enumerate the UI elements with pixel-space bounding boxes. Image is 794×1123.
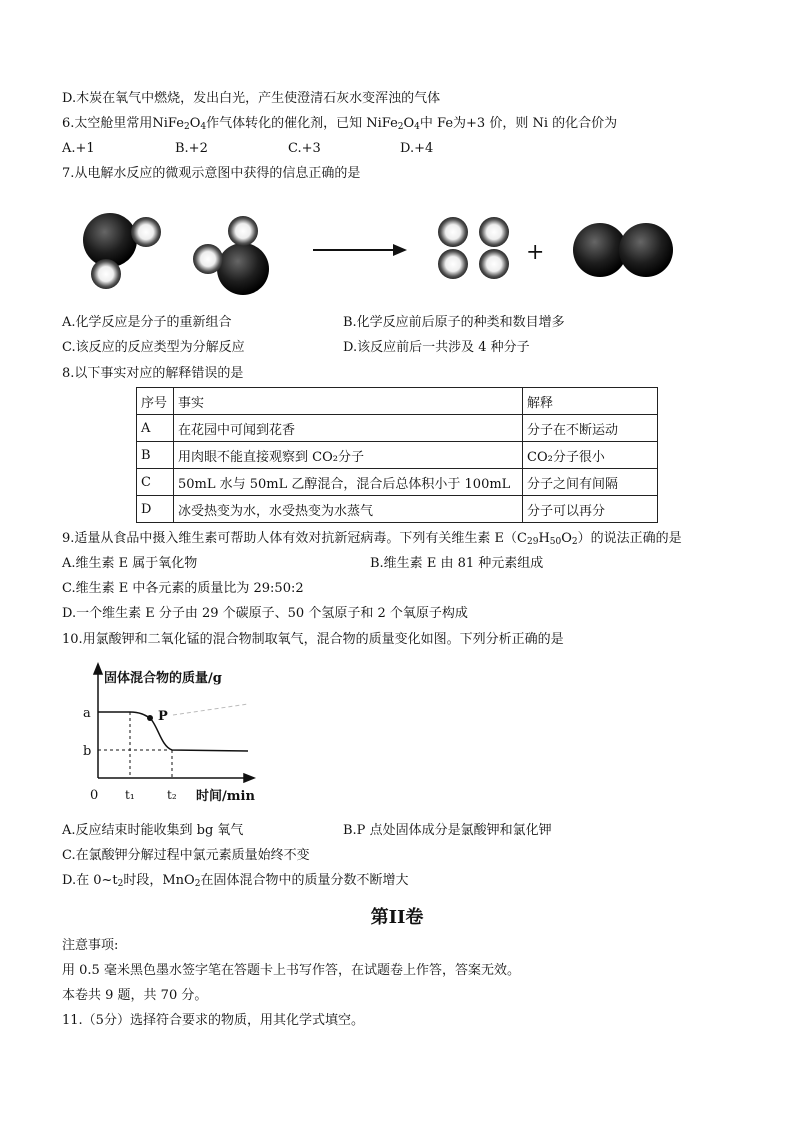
mass-time-chart bbox=[78, 660, 278, 810]
hydrogen-atom bbox=[479, 217, 509, 247]
notice-title: 注意事项: bbox=[62, 938, 119, 953]
oxygen-atom bbox=[573, 223, 627, 277]
q9-option-a: A.维生素 E 属于氧化物 bbox=[62, 556, 198, 571]
q6-option-c: C.+3 bbox=[288, 141, 321, 156]
notice-line-2: 本卷共 9 题，共 70 分。 bbox=[62, 988, 208, 1003]
electrolysis-diagram bbox=[60, 195, 720, 305]
table-cell: C bbox=[137, 469, 174, 496]
table-cell: 分子可以再分 bbox=[523, 496, 658, 523]
table-cell: B bbox=[137, 442, 174, 469]
x-tick-t1: t₁ bbox=[125, 788, 135, 802]
q10-option-d: D.在 $0\sim t_2$时段，MnO$_2$在固体混合物中的质量分数不断增大 bbox=[62, 873, 409, 889]
q6-option-a: A.+1 bbox=[62, 141, 95, 156]
table-row bbox=[137, 415, 658, 442]
table-cell: A bbox=[137, 415, 174, 442]
q10-option-c: C.在氯酸钾分解过程中氯元素质量始终不变 bbox=[62, 848, 310, 863]
table-row bbox=[137, 496, 658, 523]
table-cell: 在花园中可闻到花香 bbox=[174, 415, 523, 442]
q6-stem: 6.太空舱里常用$NiFe_2O_4$作气体转化的催化剂，已知 $NiFe_2O_4$中 Fe为+3 价，则 Ni 的化合价为 bbox=[62, 116, 618, 132]
y-tick-b: b bbox=[83, 744, 92, 759]
q9-option-d: D.一个维生素 E 分子由 29 个碳原子、50 个氢原子和 2 个氧原子构成 bbox=[62, 606, 468, 621]
y-tick-a: a bbox=[83, 706, 91, 721]
q9-option-c: C.维生素 E 中各元素的质量比为 29:50:2 bbox=[62, 581, 304, 596]
header-cell: 序号 bbox=[137, 388, 174, 415]
hydrogen-molecule-2 bbox=[479, 217, 509, 279]
water-molecule-2 bbox=[193, 216, 269, 295]
oxygen-atom bbox=[619, 223, 673, 277]
q10-option-a: A.反应结束时能收集到 bg 氧气 bbox=[62, 823, 244, 838]
q7-option-a: A.化学反应是分子的重新组合 bbox=[62, 315, 232, 330]
header-cell: 事实 bbox=[174, 388, 523, 415]
oxygen-molecule bbox=[573, 223, 673, 277]
hydrogen-atom bbox=[438, 249, 468, 279]
point-p bbox=[147, 715, 153, 721]
notice-line-1: 用 0.5 毫米黑色墨水签字笔在答题卡上书写作答，在试题卷上作答，答案无效。 bbox=[62, 963, 520, 978]
q11-stem: 11.（5分）选择符合要求的物质，用其化学式填空。 bbox=[62, 1013, 364, 1028]
hydrogen-atom bbox=[228, 216, 258, 246]
table-cell: 分子之间有间隔 bbox=[523, 469, 658, 496]
section-title: 第II卷 bbox=[370, 907, 424, 928]
hydrogen-atom bbox=[91, 259, 121, 289]
x-axis-label: 时间/min bbox=[196, 789, 255, 804]
point-p-label: P bbox=[158, 709, 168, 724]
q7-option-c: C.该反应的反应类型为分解反应 bbox=[62, 340, 245, 355]
y-axis-label: 固体混合物的质量/g bbox=[104, 671, 222, 686]
origin-label: 0 bbox=[90, 788, 99, 803]
table-cell: CO₂分子很小 bbox=[523, 442, 658, 469]
plus-sign: + bbox=[526, 240, 545, 265]
table-row bbox=[137, 469, 658, 496]
table-cell: 50mL 水与 50mL 乙醇混合，混合后总体积小于 100mL bbox=[174, 469, 523, 496]
q7-option-d: D.该反应前后一共涉及 4 种分子 bbox=[343, 340, 530, 355]
hydrogen-atom bbox=[131, 217, 161, 247]
table-cell: 分子在不断运动 bbox=[523, 415, 658, 442]
oxygen-atom bbox=[217, 243, 269, 295]
hydrogen-atom bbox=[479, 249, 509, 279]
hydrogen-molecule-1 bbox=[438, 217, 468, 279]
q7-stem: 7.从电解水反应的微观示意图中获得的信息正确的是 bbox=[62, 166, 361, 181]
q5-option-d: D.木炭在氧气中燃烧，发出白光，产生使澄清石灰水变浑浊的气体 bbox=[62, 91, 441, 106]
q10-option-b: B.P 点处固体成分是氯酸钾和氯化钾 bbox=[343, 823, 552, 838]
hydrogen-atom bbox=[193, 244, 223, 274]
q10-stem: 10.用氯酸钾和二氧化锰的混合物制取氧气，混合物的质量变化如图。下列分析正确的是 bbox=[62, 632, 564, 647]
water-molecule-1 bbox=[83, 213, 161, 289]
q9-option-b: B.维生素 E 由 81 种元素组成 bbox=[370, 556, 544, 571]
header-cell: 解释 bbox=[523, 388, 658, 415]
table-cell: D bbox=[137, 496, 174, 523]
q7-option-b: B.化学反应前后原子的种类和数目增多 bbox=[343, 315, 565, 330]
x-tick-t2: t₂ bbox=[167, 788, 177, 802]
table-cell: 用肉眼不能直接观察到 CO₂分子 bbox=[174, 442, 523, 469]
hydrogen-atom bbox=[438, 217, 468, 247]
reaction-arrow bbox=[313, 244, 407, 256]
q8-table bbox=[136, 387, 658, 523]
faint-line bbox=[173, 704, 248, 715]
table-row bbox=[137, 442, 658, 469]
table-header-row bbox=[137, 388, 658, 415]
oxygen-atom bbox=[83, 213, 137, 267]
q6-option-b: B.+2 bbox=[175, 141, 208, 156]
mass-curve bbox=[98, 712, 248, 751]
q9-stem: 9.适量从食品中摄入维生素可帮助人体有效对抗新冠病毒。下列有关维生素 $E(C_{29}H_{50}O_2)$的说法正确的是 bbox=[62, 531, 682, 547]
q6-option-d: D.+4 bbox=[400, 141, 434, 156]
table-cell: 冰受热变为水，水受热变为水蒸气 bbox=[174, 496, 523, 523]
q8-stem: 8.以下事实对应的解释错误的是 bbox=[62, 366, 244, 381]
